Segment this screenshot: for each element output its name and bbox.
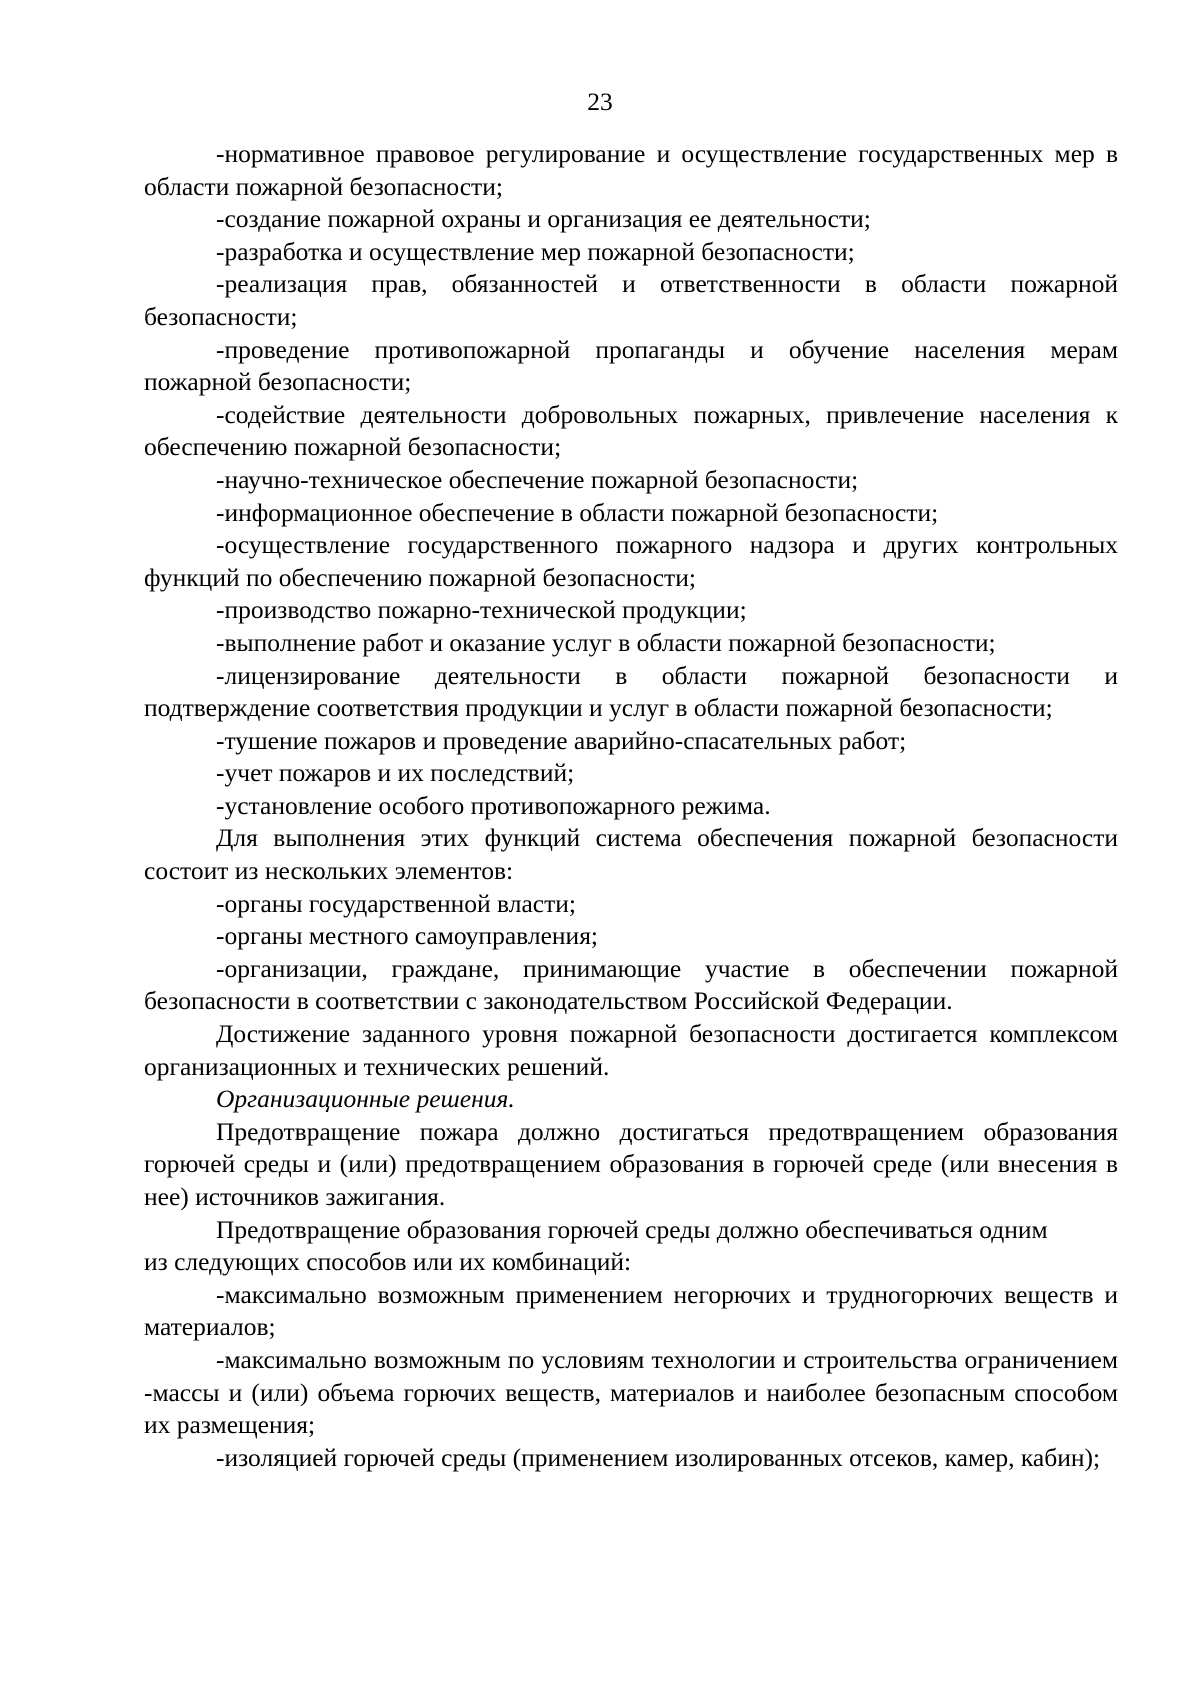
paragraph: -учет пожаров и их последствий;	[216, 758, 575, 788]
paragraph: -органы местного самоуправления;	[216, 921, 599, 951]
paragraph: -проведение противопожарной пропаганды и обучение населения мерам пожарной безопасности;	[144, 334, 1118, 397]
paragraph-continuation: из следующих способов или их комбинаций:	[144, 1247, 632, 1277]
paragraph: Достижение заданного уровня пожарной безопасности достигается комплексом организационных и технических решений.	[144, 1019, 1118, 1081]
paragraph: -содействие деятельности добровольных пожарных, привлечение населения к обеспечению пожарной безопасности;	[144, 399, 1118, 462]
paragraph: -максимально возможным применением негорючих и трудногорючих веществ и материалов;	[144, 1279, 1118, 1342]
paragraph: -выполнение работ и оказание услуг в области пожарной безопасности;	[216, 627, 996, 657]
paragraph: -создание пожарной охраны и организация ее деятельности;	[216, 204, 871, 234]
paragraph: Предотвращение пожара должно достигаться предотвращением образования горючей среды и (или) предотвращением образования в горючей среде (или внесения в нее) источников зажигания.	[144, 1116, 1118, 1211]
paragraph: -производство пожарно-технической продукции;	[216, 595, 747, 625]
page-number: 23	[587, 87, 613, 116]
paragraph: Предотвращение образования горючей среды должно обеспечиваться одним	[216, 1214, 1048, 1244]
paragraph: -тушение пожаров и проведение аварийно-спасательных работ;	[216, 725, 907, 755]
paragraph: -установление особого противопожарного режима.	[216, 790, 771, 820]
paragraph: Для выполнения этих функций система обеспечения пожарной безопасности состоит из нескольких элементов:	[144, 823, 1118, 886]
paragraph: -нормативное правовое регулирование и осуществление государственных мер в области пожарной безопасности;	[144, 139, 1118, 201]
paragraph: -разработка и осуществление мер пожарной безопасности;	[216, 236, 855, 266]
paragraph: -органы государственной власти;	[216, 888, 576, 918]
paragraph: -изоляцией горючей среды (применением изолированных отсеков, камер, кабин);	[216, 1442, 1101, 1472]
paragraph: -лицензирование деятельности в области пожарной безопасности и подтверждение соответствия продукции и услуг в области пожарной безопасности;	[144, 660, 1118, 723]
paragraph: -организации, граждане, принимающие участие в обеспечении пожарной безопасности в соответствии с законодательством Российской Федерации.	[144, 953, 1118, 1016]
section-heading: Организационные решения.	[216, 1084, 515, 1114]
paragraph: -научно-техническое обеспечение пожарной безопасности;	[216, 464, 859, 494]
paragraph: -осуществление государственного пожарного надзора и других контрольных функций по обеспечению пожарной безопасности;	[144, 530, 1118, 592]
paragraph: -реализация прав, обязанностей и ответственности в области пожарной безопасности;	[144, 269, 1118, 331]
paragraph: -максимально возможным по условиям технологии и строительства ограничением -массы и (или) объема горючих веществ, материалов и наиболее безопасным способом их размещения;	[144, 1344, 1118, 1440]
paragraph: -информационное обеспечение в области пожарной безопасности;	[216, 497, 939, 527]
document-body	[144, 138, 1118, 1474]
